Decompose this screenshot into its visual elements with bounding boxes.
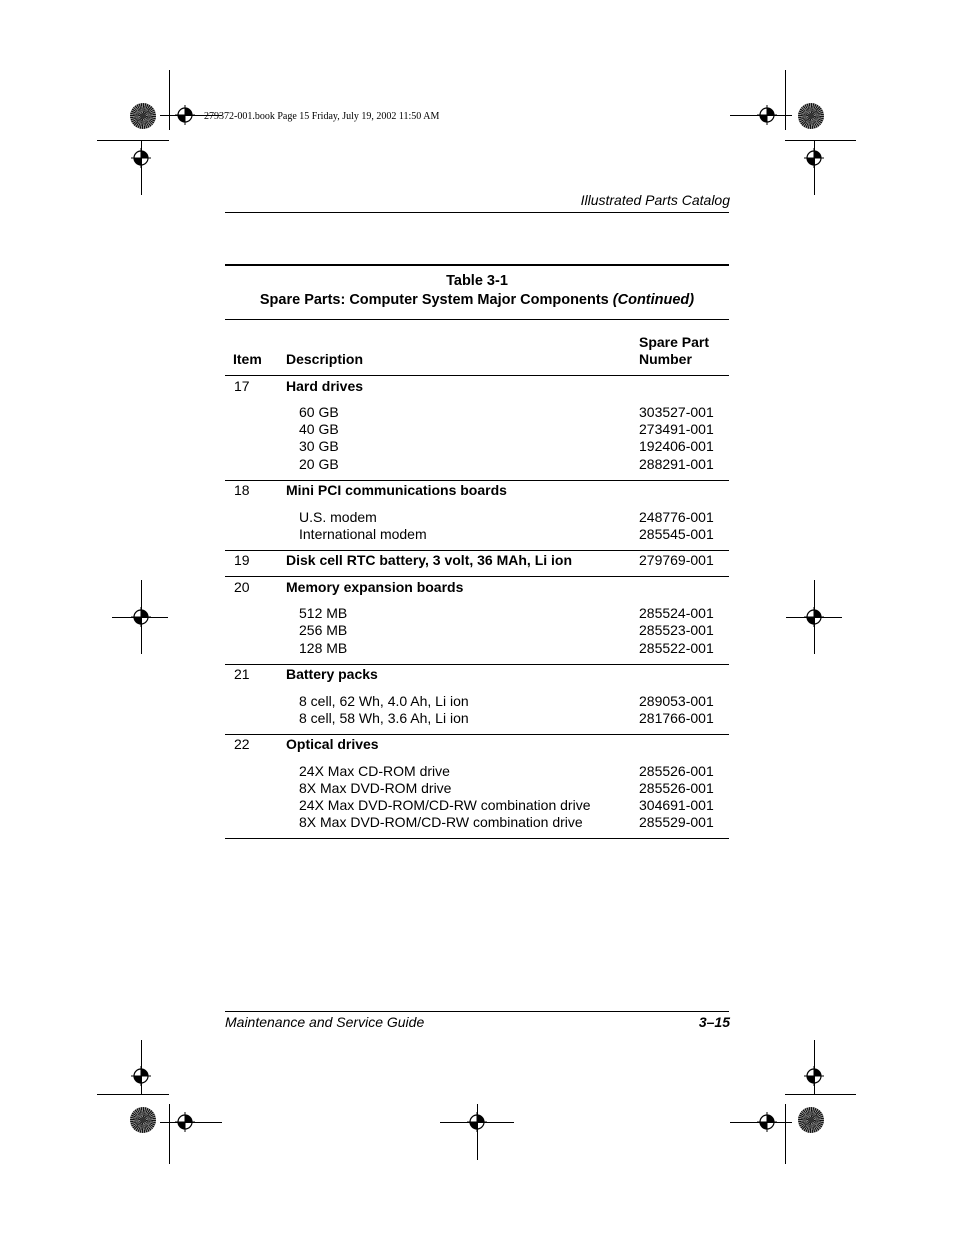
item-number: 18 [234, 482, 250, 498]
registration-target-icon [131, 607, 151, 627]
row-description: 20 GB [299, 456, 339, 472]
group-rule [225, 550, 729, 551]
book-info: 279372-001.book Page 15 Friday, July 19, 2002 11:50 AM [204, 111, 440, 122]
row-part-number: 248776-001 [639, 509, 714, 525]
row-description: 30 GB [299, 438, 339, 454]
row-description: 8X Max DVD-ROM/CD-RW combination drive [299, 814, 583, 830]
row-part-number: 285526-001 [639, 763, 714, 779]
row-part-number: 285522-001 [639, 640, 714, 656]
row-part-number: 304691-001 [639, 797, 714, 813]
row-description: U.S. modem [299, 509, 377, 525]
row-description: 8 cell, 58 Wh, 3.6 Ah, Li ion [299, 710, 469, 726]
registration-target-icon [175, 1112, 195, 1132]
column-header-spare-part-line1: Spare Part [639, 334, 710, 350]
row-description: 40 GB [299, 421, 339, 437]
table-title [225, 292, 729, 308]
group-rule [225, 664, 729, 665]
footer-rule [225, 1011, 729, 1012]
table-title-suffix: (Continued) [612, 292, 695, 308]
column-header-description: Description [286, 351, 364, 367]
row-description: 60 GB [299, 404, 339, 420]
row-part-number: 279769-001 [639, 552, 714, 568]
registration-target-icon [175, 105, 195, 125]
row-part-number: 285526-001 [639, 780, 714, 796]
row-part-number: 285524-001 [639, 605, 714, 621]
group-title: Hard drives [286, 378, 364, 394]
table-title-text: Spare Parts: Computer System Major Components [259, 292, 609, 308]
row-description: 128 MB [299, 640, 348, 656]
registration-star-icon [798, 103, 824, 129]
row-description: 512 MB [299, 605, 348, 621]
table-top-rule [225, 264, 729, 266]
page-number: 3–15 [698, 1014, 730, 1030]
group-title: Mini PCI communications boards [286, 482, 507, 498]
row-part-number: 273491-001 [639, 421, 714, 437]
row-part-number: 281766-001 [639, 710, 714, 726]
registration-target-icon [757, 105, 777, 125]
row-description: 24X Max CD-ROM drive [299, 763, 450, 779]
registration-target-icon [757, 1112, 777, 1132]
table-bottom-rule [225, 838, 729, 839]
registration-target-icon [467, 1112, 487, 1132]
footer-title: Maintenance and Service Guide [225, 1014, 425, 1030]
header-rule [225, 212, 729, 213]
registration-target-icon [804, 607, 824, 627]
row-description: 8 cell, 62 Wh, 4.0 Ah, Li ion [299, 693, 469, 709]
row-part-number: 192406-001 [639, 438, 714, 454]
row-part-number: 285545-001 [639, 526, 714, 542]
column-header-spare-part-line2: Number [639, 351, 692, 367]
group-title: Memory expansion boards [286, 579, 464, 595]
group-rule [225, 734, 729, 735]
row-description: International modem [299, 526, 427, 542]
registration-target-icon [804, 1066, 824, 1086]
caption-rule [225, 319, 729, 320]
registration-target-icon [804, 148, 824, 168]
group-title: Optical drives [286, 736, 379, 752]
registration-star-icon [130, 103, 156, 129]
item-number: 20 [234, 579, 250, 595]
item-number: 21 [234, 666, 250, 682]
registration-target-icon [131, 1066, 151, 1086]
item-number: 22 [234, 736, 250, 752]
group-title: Disk cell RTC battery, 3 volt, 36 MAh, Li ion [286, 552, 573, 568]
row-description: 8X Max DVD-ROM drive [299, 780, 452, 796]
group-rule [225, 576, 729, 577]
row-description: 24X Max DVD-ROM/CD-RW combination drive [299, 797, 591, 813]
item-number: 17 [234, 378, 250, 394]
group-title: Battery packs [286, 666, 378, 682]
row-part-number: 288291-001 [639, 456, 714, 472]
header-bottom-rule [225, 375, 729, 376]
row-part-number: 289053-001 [639, 693, 714, 709]
table-number: Table 3-1 [446, 273, 508, 289]
registration-star-icon [798, 1107, 824, 1133]
registration-target-icon [131, 148, 151, 168]
registration-star-icon [130, 1107, 156, 1133]
row-part-number: 303527-001 [639, 404, 714, 420]
row-part-number: 285523-001 [639, 622, 714, 638]
group-rule [225, 480, 729, 481]
row-part-number: 285529-001 [639, 814, 714, 830]
running-head: Illustrated Parts Catalog [580, 192, 730, 208]
column-header-item: Item [233, 351, 262, 367]
row-description: 256 MB [299, 622, 348, 638]
item-number: 19 [234, 552, 250, 568]
